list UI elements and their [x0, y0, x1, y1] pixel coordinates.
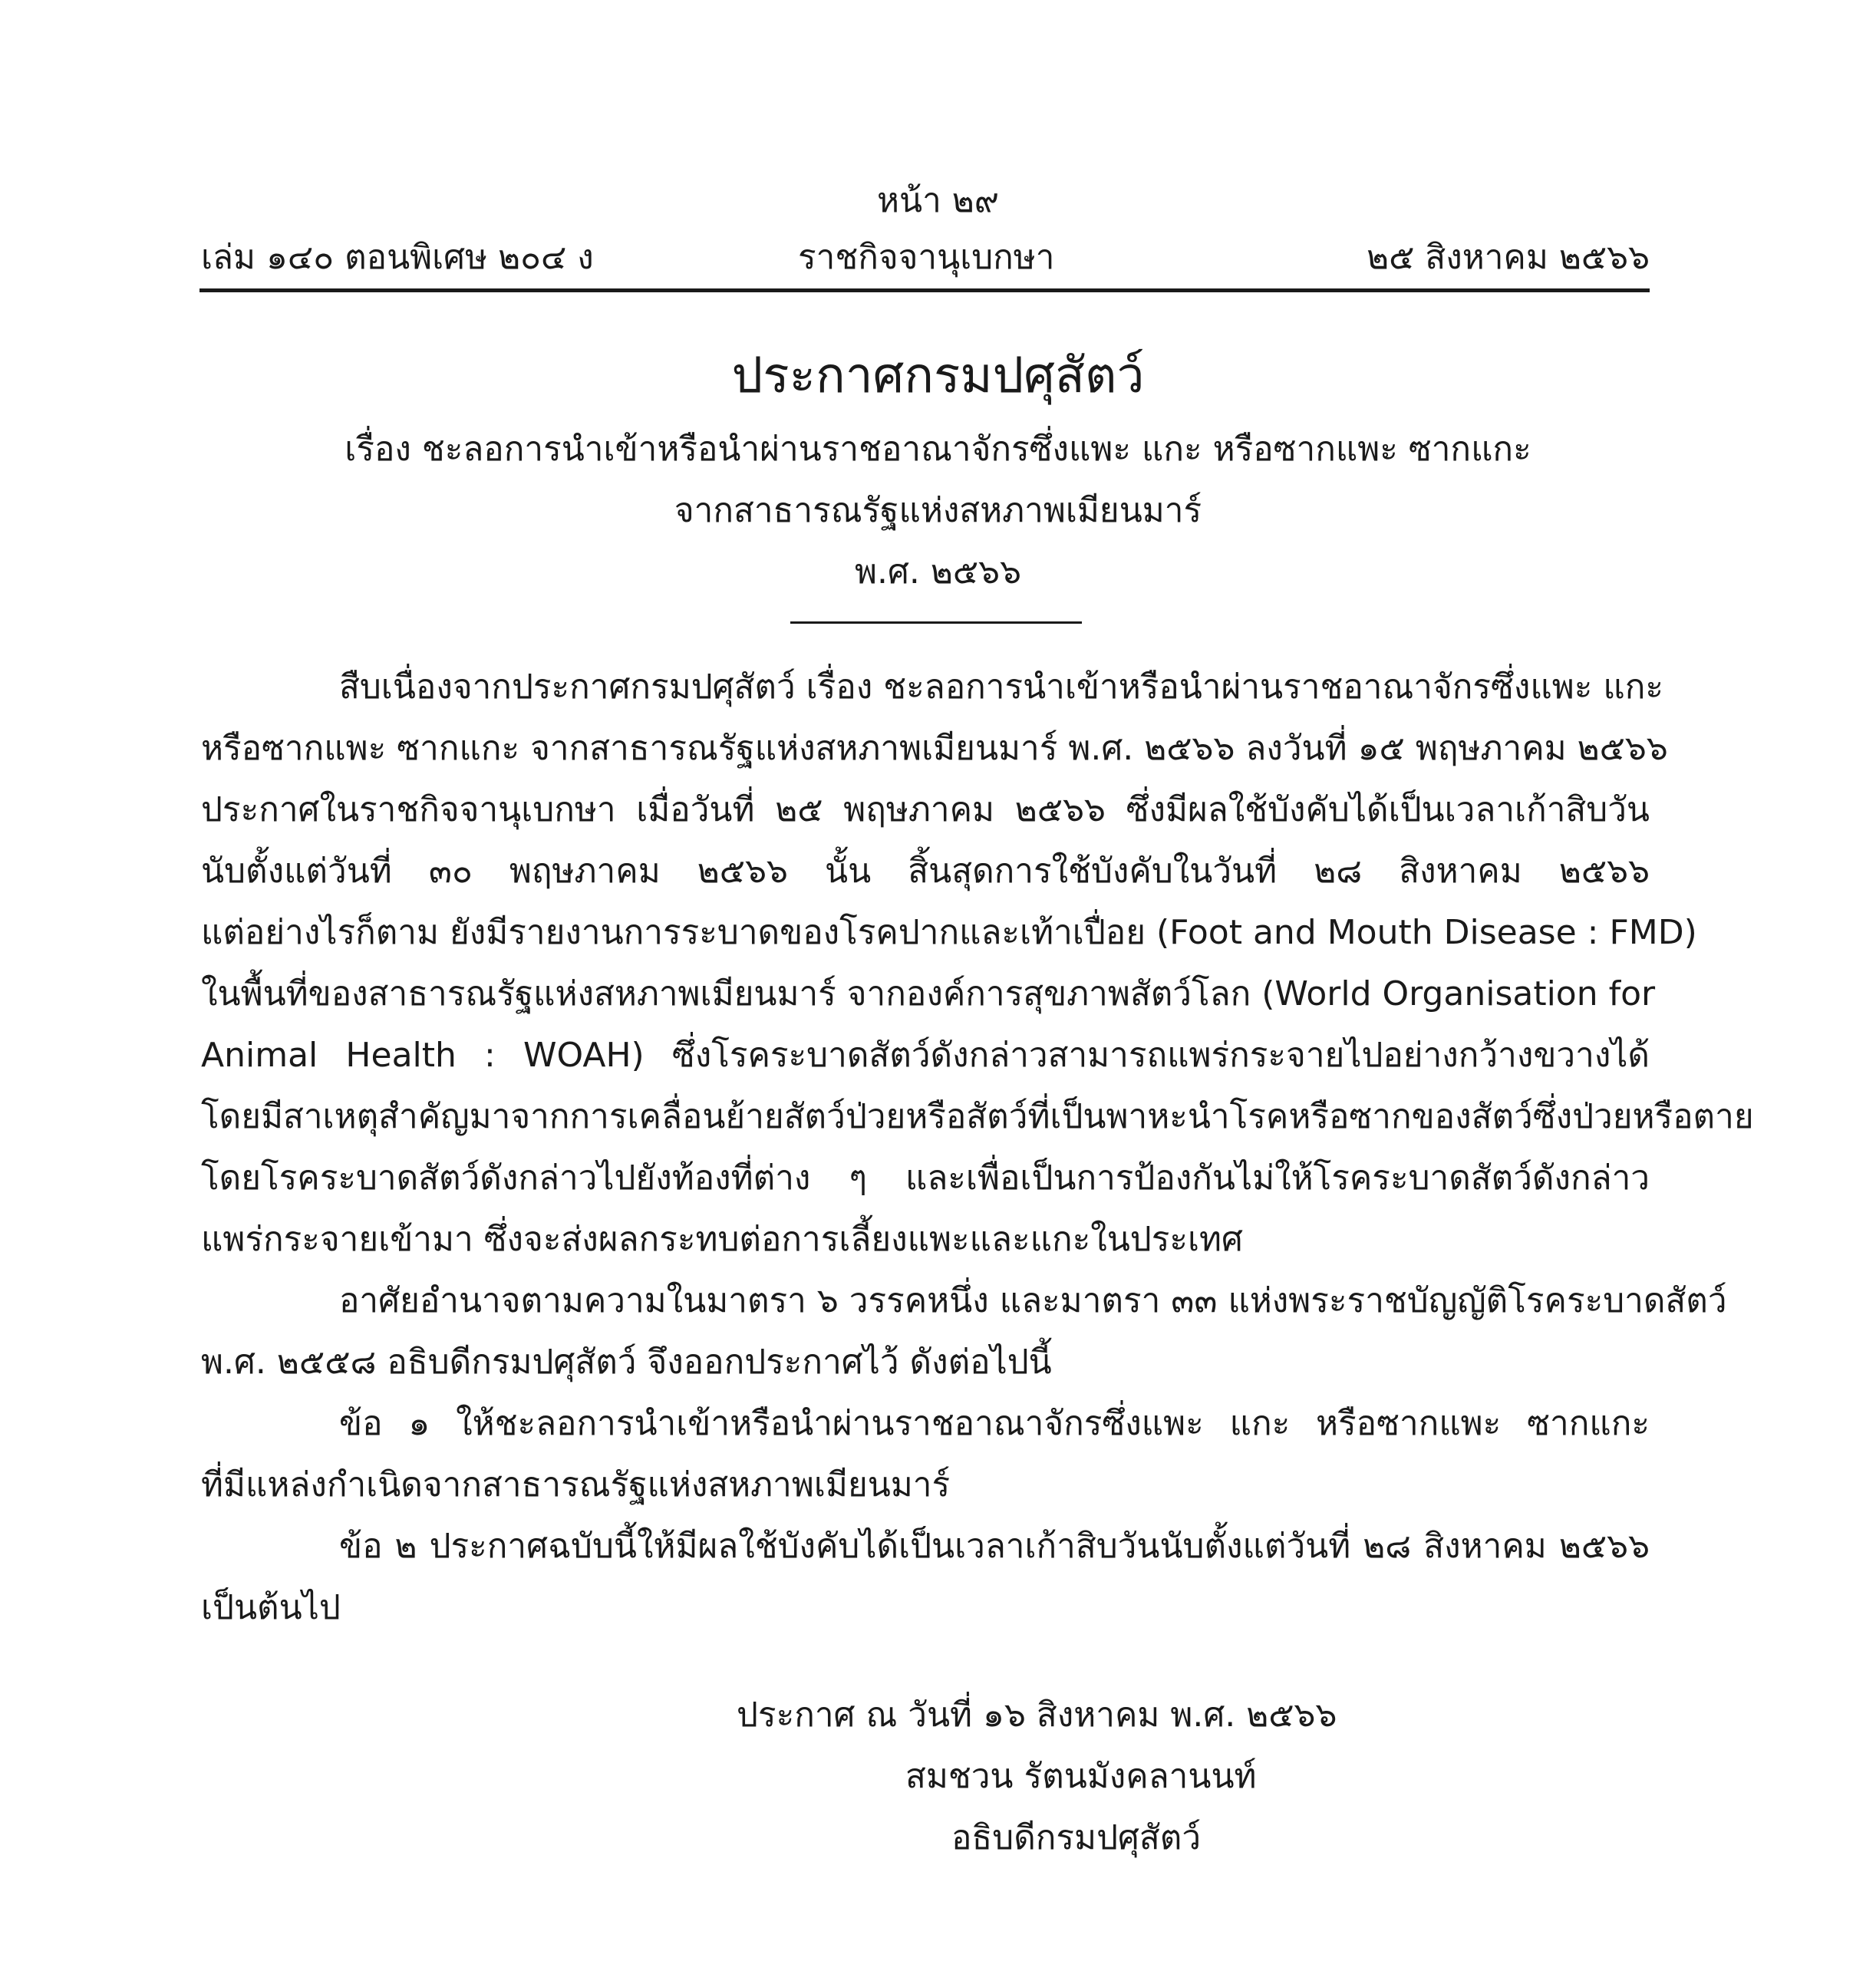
body-line: ในพื้นที่ของสาธารณรัฐแห่งสหภาพเมียนมาร์ จากองค์การสุขภาพสัตว์โลก (World Organisation for: [201, 974, 1656, 1013]
body-line: อาศัยอำนาจตามความในมาตรา ๖ วรรคหนึ่ง และมาตรา ๓๓ แห่งพระราชบัญญัติโรคระบาดสัตว์: [339, 1281, 1727, 1320]
body-line: หรือซากแพะ ซากแกะ จากสาธารณรัฐแห่งสหภาพเมียนมาร์ พ.ศ. ๒๕๖๖ ลงวันที่ ๑๕ พฤษภาคม ๒๕๖๖: [201, 729, 1668, 768]
body-line: พ.ศ. ๒๕๕๘ อธิบดีกรมปศุสัตว์ จึงออกประกาศไว้ ดังต่อไปนี้: [201, 1343, 1052, 1382]
header-divider: [199, 288, 1650, 292]
gazette-date: ๒๕ สิงหาคม ๒๕๖๖: [1367, 238, 1650, 277]
body-line: โดยมีสาเหตุสำคัญมาจากการเคลื่อนย้ายสัตว์ป่วยหรือสัตว์ที่เป็นพาหะนำโรคหรือซากของสัตว์ซึ่งป่วยหรือตาย: [201, 1097, 1754, 1136]
body-line: สืบเนื่องจากประกาศกรมปศุสัตว์ เรื่อง ชะลอการนำเข้าหรือนำผ่านราชอาณาจักรซึ่งแพะ แกะ: [339, 667, 1664, 707]
body-line: แพร่กระจายเข้ามา ซึ่งจะส่งผลกระทบต่อการเลี้ยงแพะและแกะในประเทศ: [201, 1220, 1243, 1259]
subject-line-2: จากสาธารณรัฐแห่งสหภาพเมียนมาร์: [674, 491, 1202, 530]
page-number: หน้า ๒๙: [876, 181, 999, 220]
title-divider: [790, 621, 1082, 624]
announcement-date: ประกาศ ณ วันที่ ๑๖ สิงหาคม พ.ศ. ๒๕๖๖: [737, 1695, 1337, 1735]
document-title: ประกาศกรมปศุสัตว์: [731, 348, 1145, 404]
clause-2: ข้อ ๒ ประกาศฉบับนี้ให้มีผลใช้บังคับได้เป็นเวลาเก้าสิบวันนับตั้งแต่วันที่ ๒๘ สิงหาคม ๒๕๖๖: [339, 1527, 1650, 1566]
body-line: ที่มีแหล่งกำเนิดจากสาธารณรัฐแห่งสหภาพเมียนมาร์: [201, 1465, 951, 1504]
clause-1: ข้อ ๑ ให้ชะลอการนำเข้าหรือนำผ่านราชอาณาจักรซึ่งแพะ แกะ หรือซากแพะ ซากแกะ: [339, 1404, 1650, 1443]
subject-line-1: เรื่อง ชะลอการนำเข้าหรือนำผ่านราชอาณาจักรซึ่งแพะ แกะ หรือซากแพะ ซากแกะ: [345, 430, 1531, 469]
signatory-position: อธิบดีกรมปศุสัตว์: [951, 1818, 1202, 1857]
volume-issue: เล่ม ๑๔๐ ตอนพิเศษ ๒๐๔ ง: [201, 238, 594, 277]
body-line: เป็นต้นไป: [201, 1588, 341, 1627]
body-line: แต่อย่างไรก็ตาม ยังมีรายงานการระบาดของโรคปากและเท้าเปื่อย (Foot and Mouth Disease : FMD): [201, 913, 1697, 952]
body-line: ประกาศในราชกิจจานุเบกษา เมื่อวันที่ ๒๕ พฤษภาคม ๒๕๖๖ ซึ่งมีผลใช้บังคับได้เป็นเวลาเก้าสิบวัน: [201, 790, 1650, 829]
signatory-name: สมชวน รัตนมังคลานนท์: [905, 1757, 1257, 1796]
body-line: นับตั้งแต่วันที่ ๓๐ พฤษภาคม ๒๕๖๖ นั้น สิ้นสุดการใช้บังคับในวันที่ ๒๘ สิงหาคม ๒๕๖๖: [201, 852, 1650, 891]
gazette-name: ราชกิจจานุเบกษา: [798, 238, 1055, 277]
body-line: Animal Health : WOAH) ซึ่งโรคระบาดสัตว์ดังกล่าวสามารถแพร่กระจายไปอย่างกว้างขวางได้: [201, 1036, 1650, 1075]
body-line: โดยโรคระบาดสัตว์ดังกล่าวไปยังท้องที่ต่าง ๆ และเพื่อเป็นการป้องกันไม่ให้โรคระบาดสัตว์ดังกล่าว: [201, 1158, 1650, 1198]
document-year: พ.ศ. ๒๕๖๖: [854, 552, 1022, 592]
